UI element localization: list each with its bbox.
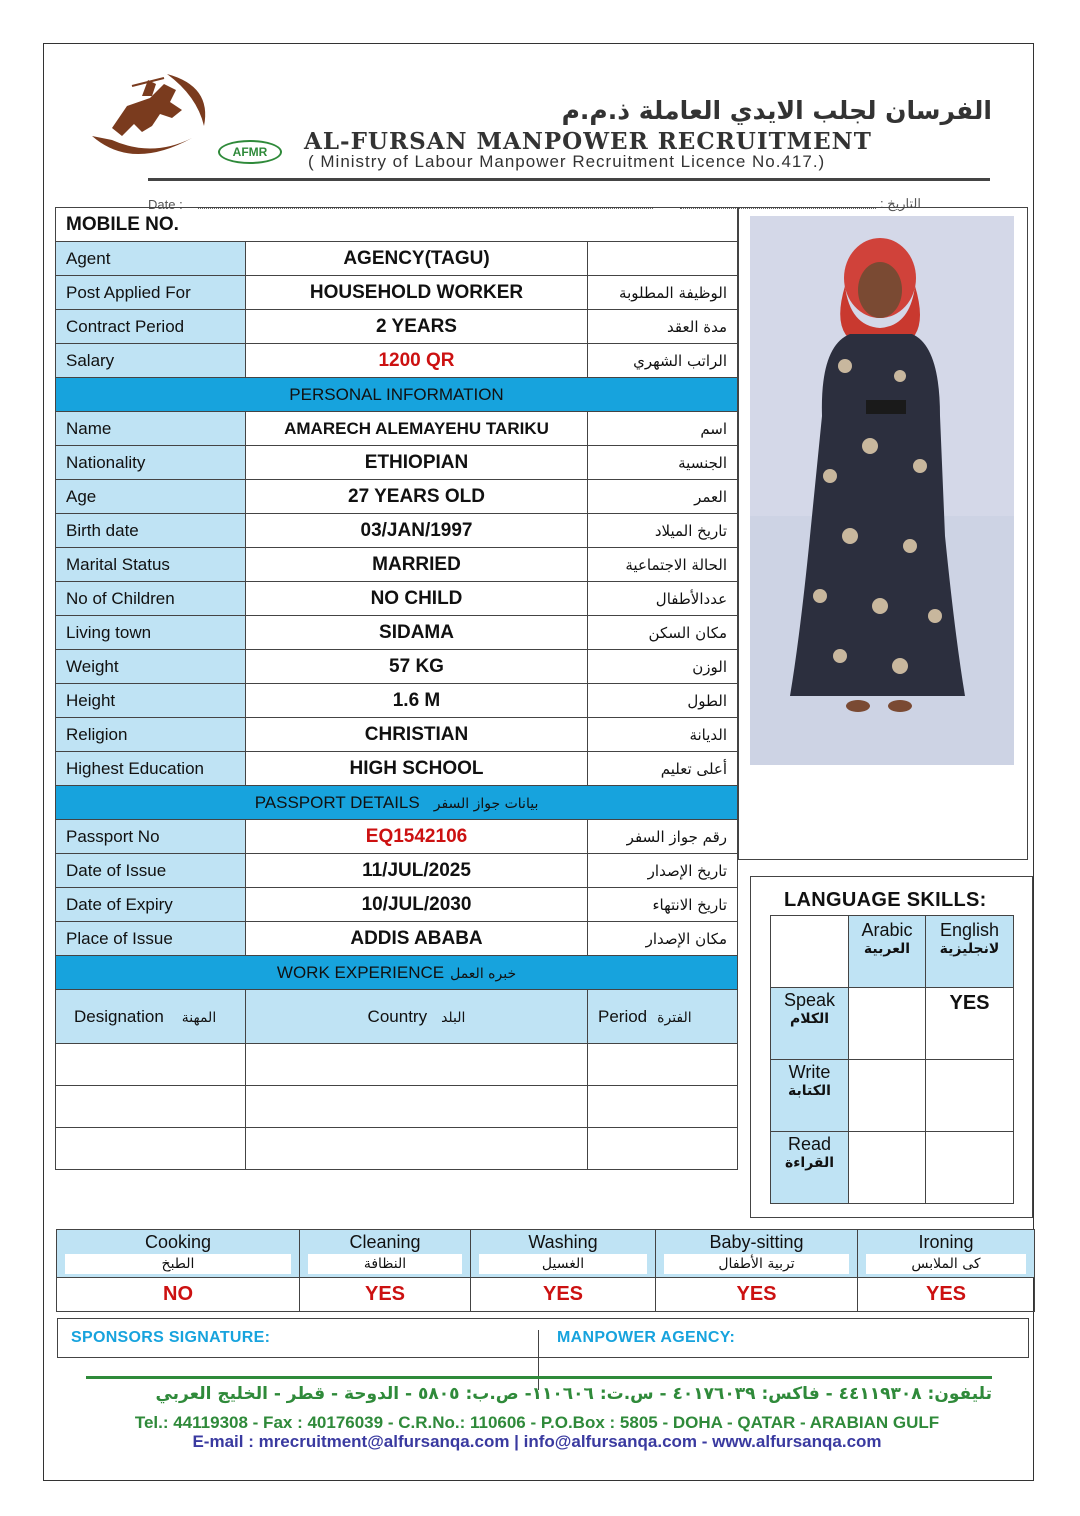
passport-heading-ar: بيانات جواز السفر (433, 795, 539, 812)
table-row (56, 888, 738, 922)
signature-divider (538, 1330, 539, 1390)
language-skills-title: LANGUAGE SKILLS: (784, 889, 987, 911)
washing-label-ar: الغسيل (479, 1254, 647, 1274)
language-header-row (771, 916, 1014, 988)
weight-value: 57 KG (246, 650, 588, 684)
field-label: Birth date (56, 514, 246, 548)
field-label-arabic: مكان السكن (588, 616, 738, 650)
english-label: English (939, 920, 1000, 940)
header-divider (148, 178, 990, 181)
write-ar: الكتابة (788, 1083, 831, 1099)
work-row (56, 1086, 738, 1128)
work-section-row (56, 956, 738, 990)
speak-arabic-value (849, 988, 926, 1060)
skills-table (56, 1229, 1035, 1312)
field-label-arabic: اسم (588, 412, 738, 446)
field-label: No of Children (56, 582, 246, 616)
table-row (56, 616, 738, 650)
religion-value: CHRISTIAN (246, 718, 588, 752)
contract-label-arabic: مدة العقد (588, 310, 738, 344)
field-label-arabic: الديانة (588, 718, 738, 752)
skill-header (471, 1230, 656, 1278)
table-row (56, 548, 738, 582)
work-experience-heading (56, 956, 738, 990)
cleaning-label-ar: النظافة (308, 1254, 462, 1274)
salary-row (56, 344, 738, 378)
field-label: Nationality (56, 446, 246, 480)
field-label: Place of Issue (56, 922, 246, 956)
table-row (56, 922, 738, 956)
work-cell (56, 1128, 246, 1170)
arabic-column-header (849, 916, 926, 988)
post-label-arabic: الوظيفة المطلوبة (588, 276, 738, 310)
read-arabic-value (849, 1132, 926, 1204)
table-row (56, 684, 738, 718)
post-label: Post Applied For (56, 276, 246, 310)
field-label-arabic: العمر (588, 480, 738, 514)
field-label-arabic: الوزن (588, 650, 738, 684)
country-label-ar: البلد (441, 1009, 466, 1026)
cooking-label: Cooking (144, 1232, 212, 1252)
contract-label: Contract Period (56, 310, 246, 344)
horse-rider-logo (72, 66, 222, 166)
field-label-arabic: الجنسية (588, 446, 738, 480)
designation-label: Designation (74, 1006, 164, 1026)
designation-header (56, 990, 246, 1044)
salary-label: Salary (56, 344, 246, 378)
field-label: Living town (56, 616, 246, 650)
washing-label: Washing (528, 1232, 598, 1252)
table-row (56, 650, 738, 684)
passport-section-row (56, 786, 738, 820)
field-label: Age (56, 480, 246, 514)
field-label-arabic: أعلى تعليم (588, 752, 738, 786)
period-label: Period (598, 1006, 648, 1026)
date-label-arabic: التاريخ : (880, 196, 921, 211)
name-value: AMARECH ALEMAYEHU TARIKU (246, 412, 588, 446)
issue-date-value: 11/JUL/2025 (246, 854, 588, 888)
personal-section-row (56, 378, 738, 412)
field-label: Highest Education (56, 752, 246, 786)
education-value: HIGH SCHOOL (246, 752, 588, 786)
table-row (56, 446, 738, 480)
baby-sitting-value: YES (656, 1278, 858, 1312)
language-row (771, 1060, 1014, 1132)
cooking-value: NO (57, 1278, 300, 1312)
cleaning-value: YES (300, 1278, 471, 1312)
arabic-label-ar: العربية (863, 941, 911, 957)
skill-header (858, 1230, 1035, 1278)
contract-value: 2 YEARS (246, 310, 588, 344)
read-label (771, 1132, 849, 1204)
baby-sitting-label: Baby-sitting (709, 1232, 804, 1252)
footer-contact-english: Tel.: 44119308 - Fax : 40176039 - C.R.No.: 110606 - P.O.Box : 5805 - DOHA - QATAR - ARABIAN GULF (134, 1413, 940, 1432)
period-label-ar: الفترة (657, 1009, 692, 1026)
footer-email: E-mail : mrecruitment@alfursanqa.com | info@alfursanqa.com - www.alfursanqa.com (192, 1432, 882, 1451)
children-value: NO CHILD (246, 582, 588, 616)
field-label: Passport No (56, 820, 246, 854)
language-row (771, 1132, 1014, 1204)
manpower-agency-label: MANPOWER AGENCY: (557, 1329, 736, 1346)
country-label: Country (367, 1006, 428, 1026)
work-header-row (56, 990, 738, 1044)
age-value: 27 YEARS OLD (246, 480, 588, 514)
field-label: Weight (56, 650, 246, 684)
field-label: Marital Status (56, 548, 246, 582)
expiry-date-value: 10/JUL/2030 (246, 888, 588, 922)
field-label-arabic: تاريخ الانتهاء (588, 888, 738, 922)
write-english-value (926, 1060, 1014, 1132)
mobile-row (56, 208, 738, 242)
read-ar: القراءة (784, 1155, 835, 1171)
skills-header-row (57, 1230, 1035, 1278)
speak-ar: الكلام (789, 1011, 830, 1027)
salary-label-arabic: الراتب الشهري (588, 344, 738, 378)
field-label: Religion (56, 718, 246, 752)
speak-en: Speak (783, 990, 836, 1010)
agent-value: AGENCY(TAGU) (246, 242, 588, 276)
speak-english-value: YES (926, 988, 1014, 1060)
work-cell (588, 1086, 738, 1128)
application-form-table (55, 207, 738, 1170)
mobile-label: MOBILE NO. (56, 208, 738, 242)
field-label-arabic: مكان الإصدار (588, 922, 738, 956)
field-label: Date of Expiry (56, 888, 246, 922)
agent-label: Agent (56, 242, 246, 276)
work-cell (246, 1086, 588, 1128)
table-row (56, 752, 738, 786)
company-name-arabic: الفرسان لجلب الايدي العاملة ذ.م.م (561, 96, 992, 125)
field-label: Height (56, 684, 246, 718)
english-label-ar: لانجليزية (939, 941, 1000, 957)
skill-header (300, 1230, 471, 1278)
table-row (56, 412, 738, 446)
write-label (771, 1060, 849, 1132)
read-en: Read (787, 1134, 832, 1154)
work-heading-ar: خبره العمل (450, 965, 517, 982)
post-value: HOUSEHOLD WORKER (246, 276, 588, 310)
table-row (56, 820, 738, 854)
baby-sitting-label-ar: تربية الأطفال (664, 1254, 849, 1274)
height-value: 1.6 M (246, 684, 588, 718)
agent-row (56, 242, 738, 276)
work-heading-en: WORK EXPERIENCE (276, 962, 445, 982)
marital-status-value: MARRIED (246, 548, 588, 582)
work-cell (246, 1128, 588, 1170)
passport-details-heading (56, 786, 738, 820)
passport-number-value: EQ1542106 (246, 820, 588, 854)
designation-label-ar: المهنة (181, 1009, 217, 1026)
work-cell (588, 1044, 738, 1086)
date-label: Date : (148, 197, 183, 212)
candidate-photo (750, 216, 1014, 765)
salary-value: 1200 QR (246, 344, 588, 378)
personal-information-heading: PERSONAL INFORMATION (56, 378, 738, 412)
afmr-badge: AFMR (218, 140, 282, 164)
language-row (771, 988, 1014, 1060)
english-column-header (926, 916, 1014, 988)
period-header (588, 990, 738, 1044)
cleaning-label: Cleaning (349, 1232, 421, 1252)
language-skills-table (770, 915, 1014, 1204)
work-row (56, 1044, 738, 1086)
agent-label-arabic (588, 242, 738, 276)
birth-date-value: 03/JAN/1997 (246, 514, 588, 548)
work-cell (56, 1044, 246, 1086)
licence-line: ( Ministry of Labour Manpower Recruitment Licence No.417.) (308, 152, 826, 171)
blank-cell (771, 916, 849, 988)
work-cell (246, 1044, 588, 1086)
sponsor-signature-label: SPONSORS SIGNATURE: (71, 1329, 271, 1346)
table-row (56, 480, 738, 514)
ironing-value: YES (858, 1278, 1035, 1312)
field-label: Name (56, 412, 246, 446)
passport-heading-en: PASSPORT DETAILS (254, 792, 420, 812)
country-header (246, 990, 588, 1044)
table-row (56, 514, 738, 548)
speak-label (771, 988, 849, 1060)
field-label-arabic: الحالة الاجتماعية (588, 548, 738, 582)
ironing-label-ar: كى الملابس (866, 1254, 1026, 1274)
read-english-value (926, 1132, 1014, 1204)
table-row (56, 582, 738, 616)
table-row (56, 718, 738, 752)
field-label-arabic: تاريخ الإصدار (588, 854, 738, 888)
field-label-arabic: عددالأطفال (588, 582, 738, 616)
skills-value-row (57, 1278, 1035, 1312)
work-cell (56, 1086, 246, 1128)
skill-header (656, 1230, 858, 1278)
work-cell (588, 1128, 738, 1170)
write-en: Write (788, 1062, 831, 1082)
field-label-arabic: الطول (588, 684, 738, 718)
place-of-issue-value: ADDIS ABABA (246, 922, 588, 956)
footer-divider (86, 1376, 992, 1379)
table-row (56, 854, 738, 888)
field-label-arabic: رقم جواز السفر (588, 820, 738, 854)
post-row (56, 276, 738, 310)
footer-contact-arabic: تليفون: ٤٤١١٩٣٠٨ - فاكس: ٤٠١٧٦٠٣٩ - س.ت: ١١٠٦٠٦- ص.ب: ٥٨٠٥ - الدوحة - قطر - الخليج العربي (155, 1384, 992, 1404)
living-town-value: SIDAMA (246, 616, 588, 650)
ironing-label: Ironing (918, 1232, 974, 1252)
field-label-arabic: تاريخ الميلاد (588, 514, 738, 548)
washing-value: YES (471, 1278, 656, 1312)
arabic-label: Arabic (861, 920, 913, 940)
write-arabic-value (849, 1060, 926, 1132)
nationality-value: ETHIOPIAN (246, 446, 588, 480)
company-name-english: AL-FURSAN MANPOWER RECRUITMENT (304, 128, 872, 155)
field-label: Date of Issue (56, 854, 246, 888)
cooking-label-ar: الطبخ (65, 1254, 291, 1274)
contract-row (56, 310, 738, 344)
skill-header (57, 1230, 300, 1278)
work-row (56, 1128, 738, 1170)
